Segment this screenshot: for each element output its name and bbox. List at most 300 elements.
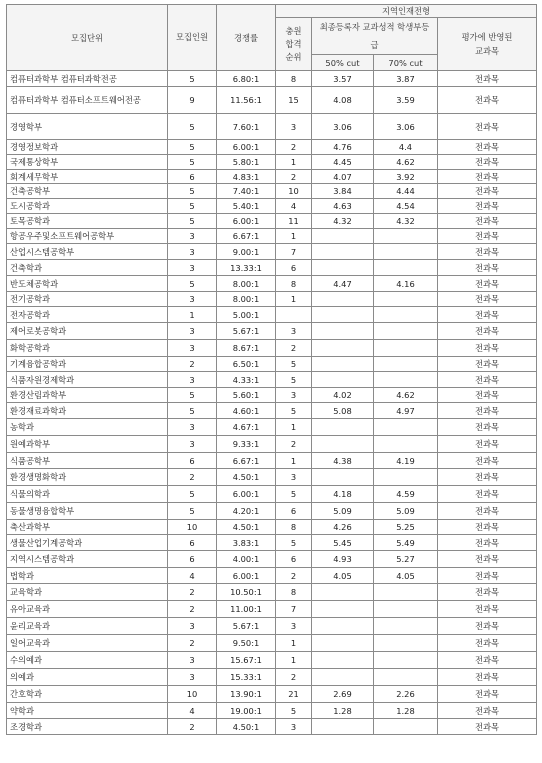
cell-cut50: 4.63 [312, 199, 374, 214]
cell-subject: 전과목 [438, 199, 537, 214]
cell-ratio: 13.90:1 [217, 686, 276, 703]
cell-quota: 2 [168, 635, 217, 652]
cell-rank: 15 [276, 87, 312, 114]
cell-subject: 전과목 [438, 436, 537, 453]
cell-quota: 9 [168, 87, 217, 114]
table-row [7, 618, 537, 635]
cell-quota: 3 [168, 372, 217, 388]
cell-subject: 전과목 [438, 340, 537, 357]
cell-cut70 [374, 584, 438, 601]
cell-cut50 [312, 244, 374, 260]
cell-ratio: 7.40:1 [217, 184, 276, 199]
cell-name: 의예과 [7, 669, 168, 686]
table-row [7, 229, 537, 244]
cell-subject: 전과목 [438, 551, 537, 568]
cell-ratio: 7.60:1 [217, 114, 276, 140]
cell-ratio: 11.00:1 [217, 601, 276, 618]
cell-subject: 전과목 [438, 260, 537, 276]
cell-name: 환경재료과학과 [7, 403, 168, 419]
cell-name: 제어로봇공학과 [7, 323, 168, 340]
cell-subject: 전과목 [438, 584, 537, 601]
cell-quota: 6 [168, 453, 217, 469]
table-row [7, 453, 537, 469]
table-row [7, 292, 537, 307]
cell-quota: 5 [168, 140, 217, 155]
cell-rank: 10 [276, 184, 312, 199]
cell-ratio: 11.56:1 [217, 87, 276, 114]
cell-cut50: 4.02 [312, 388, 374, 403]
cell-quota: 4 [168, 703, 217, 719]
cell-subject: 전과목 [438, 87, 537, 114]
cell-ratio: 5.67:1 [217, 618, 276, 635]
cell-cut50: 4.47 [312, 276, 374, 292]
cell-rank: 2 [276, 170, 312, 184]
table-row [7, 551, 537, 568]
cell-subject: 전과목 [438, 486, 537, 503]
table-row [7, 436, 537, 453]
header-group-sub: 최종등록자 교과성적 학생부등급 [312, 18, 438, 55]
cell-name: 수의예과 [7, 652, 168, 669]
cell-name: 도시공학과 [7, 199, 168, 214]
table-row [7, 686, 537, 703]
header-rank: 충원합격순위 [276, 18, 312, 71]
cell-cut70 [374, 436, 438, 453]
header-group-top: 지역인재전형 [276, 5, 537, 18]
cell-subject: 전과목 [438, 520, 537, 535]
cell-quota: 5 [168, 71, 217, 87]
cell-cut50 [312, 652, 374, 669]
cell-quota: 6 [168, 535, 217, 551]
cell-cut50 [312, 669, 374, 686]
table-row [7, 170, 537, 184]
cell-rank: 5 [276, 357, 312, 372]
cell-quota: 4 [168, 568, 217, 584]
cell-cut50: 4.18 [312, 486, 374, 503]
cell-name: 건축학과 [7, 260, 168, 276]
cell-quota: 6 [168, 551, 217, 568]
cell-quota: 5 [168, 503, 217, 520]
cell-cut70: 4.05 [374, 568, 438, 584]
cell-ratio: 6.00:1 [217, 486, 276, 503]
admission-table-container [6, 4, 536, 735]
cell-name: 법학과 [7, 568, 168, 584]
cell-cut50 [312, 584, 374, 601]
cell-ratio: 6.67:1 [217, 453, 276, 469]
table-row [7, 184, 537, 199]
cell-cut50: 3.57 [312, 71, 374, 87]
cell-cut50 [312, 469, 374, 486]
cell-quota: 3 [168, 419, 217, 436]
table-row [7, 214, 537, 229]
cell-subject: 전과목 [438, 114, 537, 140]
cell-cut70 [374, 372, 438, 388]
cell-ratio: 4.00:1 [217, 551, 276, 568]
cell-cut70 [374, 601, 438, 618]
cell-quota: 5 [168, 199, 217, 214]
cell-quota: 3 [168, 292, 217, 307]
cell-cut50 [312, 307, 374, 323]
cell-ratio: 5.00:1 [217, 307, 276, 323]
cell-rank [276, 307, 312, 323]
cell-quota: 2 [168, 469, 217, 486]
cell-ratio: 6.80:1 [217, 71, 276, 87]
cell-ratio: 13.33:1 [217, 260, 276, 276]
cell-rank: 1 [276, 292, 312, 307]
cell-cut70: 4.16 [374, 276, 438, 292]
cell-name: 전기공학과 [7, 292, 168, 307]
cell-subject: 전과목 [438, 229, 537, 244]
cell-name: 교육학과 [7, 584, 168, 601]
cell-cut50: 4.07 [312, 170, 374, 184]
cell-cut70: 3.92 [374, 170, 438, 184]
cell-cut50 [312, 357, 374, 372]
cell-ratio: 9.00:1 [217, 244, 276, 260]
cell-cut70 [374, 340, 438, 357]
cell-rank: 2 [276, 568, 312, 584]
header-cut50: 50% cut [312, 55, 374, 71]
cell-subject: 전과목 [438, 155, 537, 170]
cell-name: 조경학과 [7, 719, 168, 735]
header-reflect: 평가에 반영된 교과목 [438, 18, 537, 71]
cell-cut70: 1.28 [374, 703, 438, 719]
cell-subject: 전과목 [438, 469, 537, 486]
table-body [7, 71, 537, 735]
cell-cut50: 4.45 [312, 155, 374, 170]
cell-ratio: 4.33:1 [217, 372, 276, 388]
table-row [7, 703, 537, 719]
cell-cut50 [312, 601, 374, 618]
cell-rank: 21 [276, 686, 312, 703]
cell-subject: 전과목 [438, 357, 537, 372]
cell-name: 유아교육과 [7, 601, 168, 618]
cell-cut50: 4.76 [312, 140, 374, 155]
cell-quota: 5 [168, 184, 217, 199]
table-row [7, 503, 537, 520]
cell-name: 국제통상학부 [7, 155, 168, 170]
table-row [7, 419, 537, 436]
cell-subject: 전과목 [438, 669, 537, 686]
cell-cut70: 3.87 [374, 71, 438, 87]
cell-cut70 [374, 419, 438, 436]
table-row [7, 87, 537, 114]
cell-ratio: 4.50:1 [217, 520, 276, 535]
cell-rank: 6 [276, 551, 312, 568]
cell-cut50 [312, 323, 374, 340]
cell-ratio: 8.67:1 [217, 340, 276, 357]
cell-subject: 전과목 [438, 307, 537, 323]
cell-name: 컴퓨터과학부 컴퓨터과학전공 [7, 71, 168, 87]
cell-name: 지역시스템공학과 [7, 551, 168, 568]
table-row [7, 601, 537, 618]
cell-cut70: 5.09 [374, 503, 438, 520]
cell-quota: 3 [168, 652, 217, 669]
cell-ratio: 5.67:1 [217, 323, 276, 340]
cell-subject: 전과목 [438, 71, 537, 87]
cell-ratio: 4.60:1 [217, 403, 276, 419]
cell-cut70: 4.4 [374, 140, 438, 155]
cell-subject: 전과목 [438, 419, 537, 436]
cell-cut50 [312, 372, 374, 388]
cell-cut50: 3.84 [312, 184, 374, 199]
cell-ratio: 3.83:1 [217, 535, 276, 551]
cell-rank: 3 [276, 719, 312, 735]
cell-cut50 [312, 419, 374, 436]
cell-name: 환경산림과학부 [7, 388, 168, 403]
cell-cut70 [374, 669, 438, 686]
cell-ratio: 4.50:1 [217, 719, 276, 735]
table-row [7, 469, 537, 486]
cell-rank: 3 [276, 618, 312, 635]
cell-cut70: 2.26 [374, 686, 438, 703]
table-row [7, 372, 537, 388]
cell-subject: 전과목 [438, 635, 537, 652]
cell-subject: 전과목 [438, 170, 537, 184]
cell-subject: 전과목 [438, 719, 537, 735]
cell-ratio: 4.20:1 [217, 503, 276, 520]
cell-cut70 [374, 292, 438, 307]
cell-name: 경영정보학과 [7, 140, 168, 155]
cell-cut50: 4.32 [312, 214, 374, 229]
cell-ratio: 15.67:1 [217, 652, 276, 669]
cell-cut50 [312, 340, 374, 357]
cell-cut70 [374, 652, 438, 669]
cell-quota: 3 [168, 340, 217, 357]
cell-ratio: 10.50:1 [217, 584, 276, 601]
cell-name: 기계융합공학과 [7, 357, 168, 372]
cell-ratio: 9.50:1 [217, 635, 276, 652]
cell-cut70 [374, 618, 438, 635]
cell-name: 약학과 [7, 703, 168, 719]
cell-cut70: 4.44 [374, 184, 438, 199]
table-row [7, 140, 537, 155]
cell-rank: 3 [276, 469, 312, 486]
cell-rank: 1 [276, 635, 312, 652]
cell-quota: 10 [168, 686, 217, 703]
cell-cut70 [374, 229, 438, 244]
table-row [7, 199, 537, 214]
cell-ratio: 15.33:1 [217, 669, 276, 686]
table-row [7, 71, 537, 87]
cell-quota: 5 [168, 486, 217, 503]
cell-subject: 전과목 [438, 140, 537, 155]
cell-name: 건축공학부 [7, 184, 168, 199]
table-row [7, 669, 537, 686]
cell-ratio: 8.00:1 [217, 292, 276, 307]
cell-cut50: 2.69 [312, 686, 374, 703]
cell-subject: 전과목 [438, 388, 537, 403]
cell-cut50 [312, 719, 374, 735]
cell-ratio: 5.80:1 [217, 155, 276, 170]
cell-rank: 2 [276, 669, 312, 686]
cell-quota: 2 [168, 719, 217, 735]
admission-table [6, 4, 537, 735]
cell-cut50: 5.09 [312, 503, 374, 520]
cell-name: 생물산업기계공학과 [7, 535, 168, 551]
cell-name: 항공우주및소프트웨어공학부 [7, 229, 168, 244]
cell-rank: 5 [276, 535, 312, 551]
cell-name: 축산과학부 [7, 520, 168, 535]
cell-rank: 1 [276, 155, 312, 170]
cell-name: 일어교육과 [7, 635, 168, 652]
cell-ratio: 5.60:1 [217, 388, 276, 403]
cell-cut70: 3.59 [374, 87, 438, 114]
cell-rank: 1 [276, 419, 312, 436]
cell-ratio: 4.67:1 [217, 419, 276, 436]
cell-rank: 8 [276, 276, 312, 292]
cell-quota: 3 [168, 618, 217, 635]
cell-ratio: 6.00:1 [217, 568, 276, 584]
table-row [7, 486, 537, 503]
cell-cut50 [312, 229, 374, 244]
cell-quota: 2 [168, 357, 217, 372]
cell-name: 산업시스템공학부 [7, 244, 168, 260]
cell-cut70 [374, 260, 438, 276]
cell-cut50: 1.28 [312, 703, 374, 719]
cell-rank: 5 [276, 486, 312, 503]
cell-ratio: 5.40:1 [217, 199, 276, 214]
cell-name: 식물의학과 [7, 486, 168, 503]
cell-subject: 전과목 [438, 403, 537, 419]
cell-ratio: 6.00:1 [217, 140, 276, 155]
cell-cut70: 5.25 [374, 520, 438, 535]
cell-cut50: 4.26 [312, 520, 374, 535]
cell-cut70: 5.27 [374, 551, 438, 568]
cell-rank: 3 [276, 388, 312, 403]
cell-cut50: 4.38 [312, 453, 374, 469]
table-row [7, 307, 537, 323]
table-row [7, 357, 537, 372]
cell-rank: 4 [276, 199, 312, 214]
cell-rank: 5 [276, 372, 312, 388]
cell-cut50: 5.08 [312, 403, 374, 419]
cell-name: 식품자원경제학과 [7, 372, 168, 388]
header-unit: 모집단위 [7, 5, 168, 71]
table-row [7, 388, 537, 403]
cell-cut50: 4.93 [312, 551, 374, 568]
cell-rank: 7 [276, 244, 312, 260]
cell-cut70 [374, 323, 438, 340]
table-row [7, 652, 537, 669]
cell-quota: 3 [168, 260, 217, 276]
cell-cut50 [312, 260, 374, 276]
cell-subject: 전과목 [438, 214, 537, 229]
cell-subject: 전과목 [438, 372, 537, 388]
cell-name: 동물생명융합학부 [7, 503, 168, 520]
cell-name: 윤리교육과 [7, 618, 168, 635]
cell-ratio: 6.50:1 [217, 357, 276, 372]
cell-quota: 5 [168, 388, 217, 403]
cell-quota: 3 [168, 669, 217, 686]
header-cut70: 70% cut [374, 55, 438, 71]
cell-rank: 1 [276, 652, 312, 669]
cell-cut70: 4.32 [374, 214, 438, 229]
cell-cut70 [374, 469, 438, 486]
cell-quota: 5 [168, 214, 217, 229]
cell-cut50: 4.08 [312, 87, 374, 114]
cell-quota: 3 [168, 244, 217, 260]
cell-subject: 전과목 [438, 323, 537, 340]
cell-name: 경영학부 [7, 114, 168, 140]
cell-quota: 5 [168, 276, 217, 292]
table-header [7, 5, 537, 71]
cell-cut50 [312, 436, 374, 453]
cell-rank: 1 [276, 229, 312, 244]
cell-cut70: 4.62 [374, 155, 438, 170]
cell-subject: 전과목 [438, 503, 537, 520]
cell-quota: 6 [168, 170, 217, 184]
cell-cut50 [312, 635, 374, 652]
table-row [7, 276, 537, 292]
table-row [7, 568, 537, 584]
cell-subject: 전과목 [438, 244, 537, 260]
cell-subject: 전과목 [438, 686, 537, 703]
header-ratio: 경쟁률 [217, 5, 276, 71]
cell-cut50: 4.05 [312, 568, 374, 584]
cell-name: 전자공학과 [7, 307, 168, 323]
cell-cut70: 4.59 [374, 486, 438, 503]
cell-rank: 3 [276, 323, 312, 340]
cell-rank: 2 [276, 436, 312, 453]
cell-rank: 6 [276, 260, 312, 276]
cell-quota: 3 [168, 323, 217, 340]
cell-subject: 전과목 [438, 453, 537, 469]
cell-cut70: 4.62 [374, 388, 438, 403]
table-row [7, 323, 537, 340]
cell-name: 환경생명화학과 [7, 469, 168, 486]
cell-quota: 5 [168, 114, 217, 140]
cell-name: 원예과학부 [7, 436, 168, 453]
cell-name: 반도체공학과 [7, 276, 168, 292]
cell-cut70: 4.19 [374, 453, 438, 469]
cell-name: 회계세무학부 [7, 170, 168, 184]
cell-rank: 8 [276, 520, 312, 535]
cell-subject: 전과목 [438, 703, 537, 719]
cell-subject: 전과목 [438, 184, 537, 199]
table-row [7, 260, 537, 276]
cell-cut50: 5.45 [312, 535, 374, 551]
table-row [7, 114, 537, 140]
cell-subject: 전과목 [438, 601, 537, 618]
cell-ratio: 8.00:1 [217, 276, 276, 292]
table-row [7, 520, 537, 535]
cell-cut70 [374, 719, 438, 735]
cell-cut70 [374, 635, 438, 652]
header-quota: 모집인원 [168, 5, 217, 71]
cell-subject: 전과목 [438, 568, 537, 584]
cell-cut70: 3.06 [374, 114, 438, 140]
table-row [7, 244, 537, 260]
table-row [7, 635, 537, 652]
cell-rank: 7 [276, 601, 312, 618]
table-row [7, 584, 537, 601]
cell-quota: 5 [168, 403, 217, 419]
cell-rank: 1 [276, 453, 312, 469]
cell-rank: 2 [276, 140, 312, 155]
cell-name: 식품공학부 [7, 453, 168, 469]
cell-rank: 11 [276, 214, 312, 229]
cell-name: 화학공학과 [7, 340, 168, 357]
cell-ratio: 19.00:1 [217, 703, 276, 719]
table-row [7, 340, 537, 357]
cell-rank: 6 [276, 503, 312, 520]
cell-ratio: 6.67:1 [217, 229, 276, 244]
cell-cut70: 4.54 [374, 199, 438, 214]
table-row [7, 535, 537, 551]
cell-quota: 2 [168, 584, 217, 601]
cell-quota: 2 [168, 601, 217, 618]
cell-name: 간호학과 [7, 686, 168, 703]
table-row [7, 403, 537, 419]
